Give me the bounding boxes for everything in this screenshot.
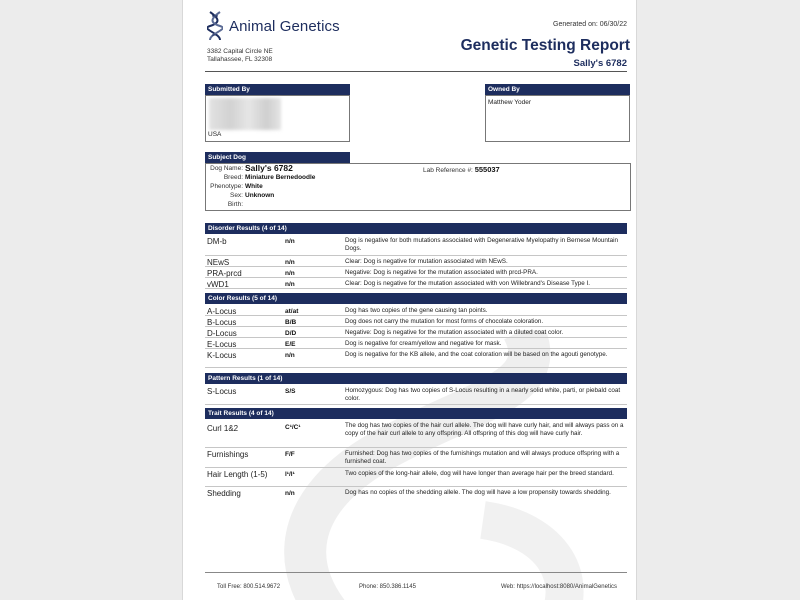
genotype: F/F xyxy=(285,451,295,458)
pattern-results-header: Pattern Results (1 of 14) xyxy=(205,373,627,384)
genotype: C¹/C¹ xyxy=(285,424,301,431)
result-description: Negative: Dog is negative for the mutation associated with a diluted coat color. xyxy=(345,329,564,336)
submitted-by-label: Submitted By xyxy=(205,84,350,95)
footer-phone: Phone: 850.386.1145 xyxy=(359,584,416,590)
result-description: Dog has no copies of the shedding allele. The dog will have a low propensity towards shedding. xyxy=(345,489,611,496)
lab-reference-key: Lab Reference #: xyxy=(423,167,473,174)
genotype: D/D xyxy=(285,330,297,337)
genotype: n/n xyxy=(285,238,295,245)
locus-name: K-Locus xyxy=(207,351,237,360)
table-row xyxy=(205,305,627,316)
result-description: Dog does not carry the mutation for most forms of chocolate coloration. xyxy=(345,318,544,325)
table-row xyxy=(205,327,627,338)
locus-name: B-Locus xyxy=(207,318,237,327)
report-page xyxy=(182,0,637,600)
table-row xyxy=(205,468,627,487)
sex-row xyxy=(205,191,405,200)
phenotype-value: White xyxy=(245,183,263,190)
color-results-header: Color Results (5 of 14) xyxy=(205,293,627,304)
result-description: Dog has two copies of the gene causing tan points. xyxy=(345,307,488,314)
brand-logo xyxy=(207,11,340,41)
breed-row xyxy=(205,173,405,182)
result-description: Furnished: Dog has two copies of the furnishings mutation and will always produce offspring with a furnished coat. xyxy=(345,450,620,465)
birth-key: Birth: xyxy=(227,201,243,208)
table-row xyxy=(205,256,627,267)
locus-name: vWD1 xyxy=(207,280,229,289)
breed-key: Breed: xyxy=(223,174,243,181)
result-description: The dog has two copies of the hair curl allele. The dog will have curly hair, and will always pass on a copy of the hair curl allele to any offspring. All offspring of this dog will have curly hair. xyxy=(345,422,624,437)
genotype: n/n xyxy=(285,281,295,288)
table-row xyxy=(205,448,627,468)
subject-dog-details xyxy=(205,164,405,209)
table-row xyxy=(205,385,627,405)
table-row xyxy=(205,338,627,349)
locus-name: Hair Length (1-5) xyxy=(207,470,268,479)
brand-name: Animal Genetics xyxy=(229,17,340,35)
company-address xyxy=(207,48,273,64)
genotype: n/n xyxy=(285,490,295,497)
locus-name: A-Locus xyxy=(207,307,237,316)
report-title: Genetic Testing Report xyxy=(460,37,630,54)
owner-name: Matthew Yoder xyxy=(488,99,532,106)
header-divider xyxy=(205,71,627,72)
trait-results-header: Trait Results (4 of 14) xyxy=(205,408,627,419)
sex-key: Sex: xyxy=(229,192,243,199)
locus-name: PRA-prcd xyxy=(207,269,242,278)
birth-row xyxy=(205,200,405,209)
locus-name: E-Locus xyxy=(207,340,237,349)
genotype: n/n xyxy=(285,352,295,359)
footer-web-link[interactable]: Web: https://localhost:8080/AnimalGenetics xyxy=(501,584,617,590)
phenotype-key: Phenotype: xyxy=(210,183,243,190)
locus-name: S-Locus xyxy=(207,387,237,396)
dog-name-key: Dog Name: xyxy=(210,165,243,172)
submitter-country: USA xyxy=(208,131,222,138)
disorder-results-header: Disorder Results (4 of 14) xyxy=(205,223,627,234)
genotype: l¹/l¹ xyxy=(285,471,295,478)
locus-name: DM-b xyxy=(207,237,227,246)
breed-value: Miniature Bernedoodle xyxy=(245,174,316,181)
result-description: Dog is negative for cream/yellow and negative for mask. xyxy=(345,340,502,347)
locus-name: Curl 1&2 xyxy=(207,424,239,433)
genotype: S/S xyxy=(285,388,296,395)
dog-name-value: Sally's 6782 xyxy=(245,163,293,173)
locus-name: NEwS xyxy=(207,258,230,267)
footer-divider xyxy=(205,572,627,573)
genotype: n/n xyxy=(285,270,295,277)
table-row xyxy=(205,267,627,278)
subject-dog-label: Subject Dog xyxy=(205,152,350,163)
redacted-submitter xyxy=(209,98,281,130)
genotype: B/B xyxy=(285,319,297,326)
address-line-1: 3382 Capital Circle NE xyxy=(207,48,273,55)
generated-date: Generated on: 06/30/22 xyxy=(553,21,627,28)
table-row xyxy=(205,349,627,368)
result-description: Clear: Dog is negative for the mutation associated with von Willebrand's Disease Type I. xyxy=(345,280,591,287)
result-description: Negative: Dog is negative for the mutation associated with prcd-PRA. xyxy=(345,269,538,276)
table-row xyxy=(205,487,627,507)
locus-name: D-Locus xyxy=(207,329,237,338)
locus-name: Furnishings xyxy=(207,450,249,459)
table-row xyxy=(205,235,627,256)
address-line-2: Tallahassee, FL 32308 xyxy=(207,56,273,63)
dog-name-row xyxy=(205,164,405,173)
genotype: n/n xyxy=(285,259,295,266)
locus-name: Shedding xyxy=(207,489,241,498)
result-description: Homozygous: Dog has two copies of S-Locus resulting in a nearly solid white, parti, or piebald coat color. xyxy=(345,387,621,402)
result-description: Clear: Dog is negative for mutation associated with NEwS. xyxy=(345,258,508,265)
footer-toll-free: Toll Free: 800.514.9672 xyxy=(217,584,281,590)
owned-by-label: Owned By xyxy=(485,84,630,95)
report-subtitle: Sally's 6782 xyxy=(573,58,627,69)
result-description: Dog is negative for the KB allele, and the coat coloration will be based on the agouti genotype. xyxy=(345,351,608,358)
table-row xyxy=(205,278,627,289)
lab-reference xyxy=(423,165,500,174)
table-row xyxy=(205,316,627,327)
genotype: at/at xyxy=(285,308,299,315)
phenotype-row xyxy=(205,182,405,191)
dna-helix-icon xyxy=(207,11,223,41)
sex-value: Unknown xyxy=(245,192,275,199)
result-description: Two copies of the long-hair allele, dog will have longer than average hair per the breed standard. xyxy=(345,470,614,477)
lab-reference-value: 555037 xyxy=(474,165,500,174)
result-description: Dog is negative for both mutations associated with Degenerative Myelopathy in Bernese Mountain Dogs. xyxy=(345,237,619,252)
genotype: E/E xyxy=(285,341,296,348)
table-row xyxy=(205,420,627,448)
